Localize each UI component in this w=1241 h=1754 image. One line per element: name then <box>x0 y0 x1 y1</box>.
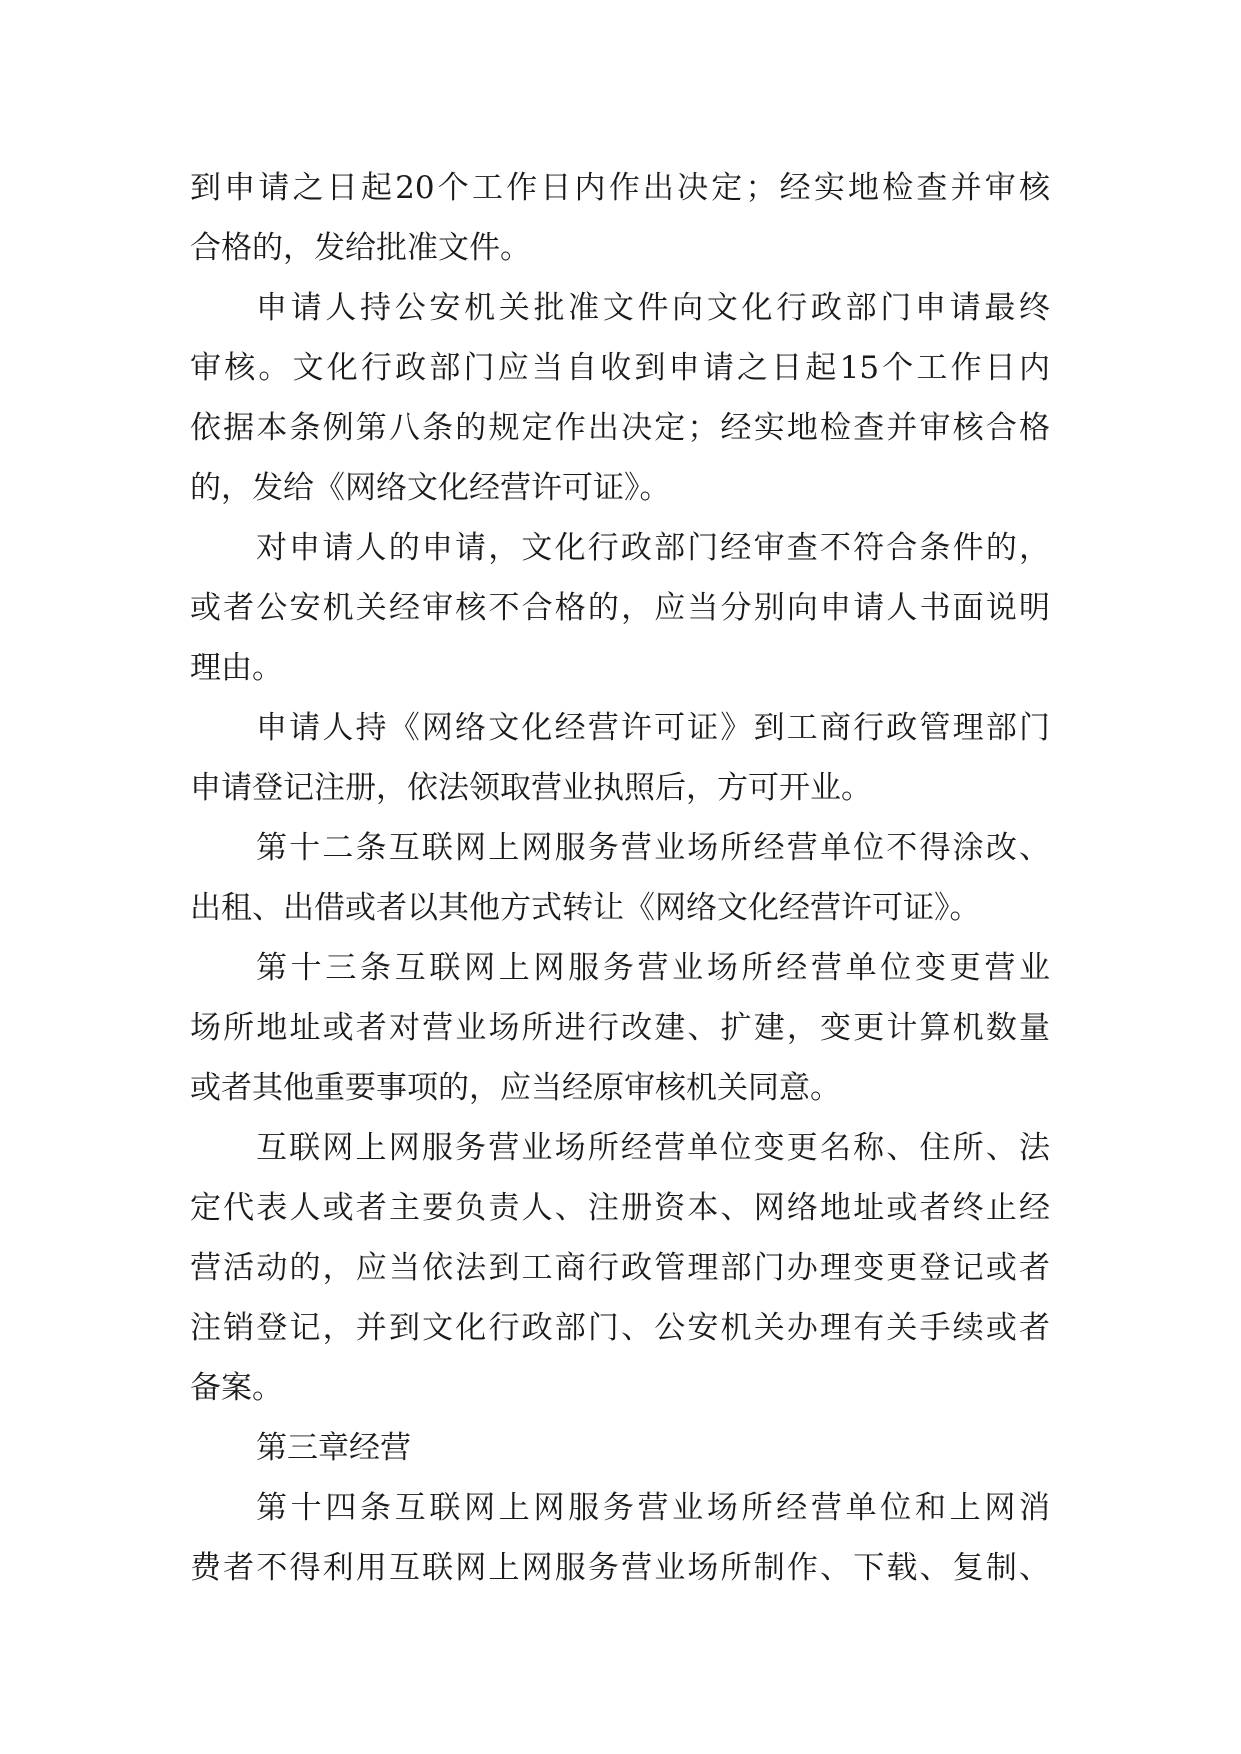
text-line: 注销登记，并到文化行政部门、公安机关办理有关手续或者 <box>190 1310 1050 1346</box>
text-line: 出租、出借或者以其他方式转让《网络文化经营许可证》。 <box>190 890 981 926</box>
document-body <box>190 158 1050 1598</box>
text-line: 第十二条互联网上网服务营业场所经营单位不得涂改、 <box>256 830 1050 866</box>
text-line: 依据本条例第八条的规定作出决定；经实地检查并审核合格 <box>190 410 1050 446</box>
text-line: 申请人持公安机关批准文件向文化行政部门申请最终 <box>256 290 1050 326</box>
text-line: 对申请人的申请，文化行政部门经审查不符合条件的， <box>256 530 1050 566</box>
text-line: 合格的，发给批准文件。 <box>190 230 531 266</box>
text-line: 场所地址或者对营业场所进行改建、扩建，变更计算机数量 <box>190 1010 1050 1046</box>
text-line: 或者其他重要事项的，应当经原审核机关同意。 <box>190 1070 841 1106</box>
chapter-heading: 第三章经营 <box>256 1430 411 1466</box>
text-line: 互联网上网服务营业场所经营单位变更名称、住所、法 <box>256 1130 1050 1166</box>
text-line: 第十三条互联网上网服务营业场所经营单位变更营业 <box>256 950 1050 986</box>
text-line: 申请人持《网络文化经营许可证》到工商行政管理部门 <box>256 710 1050 746</box>
text-line: 审核。文化行政部门应当自收到申请之日起15个工作日内 <box>190 350 1050 386</box>
text-line: 定代表人或者主要负责人、注册资本、网络地址或者终止经 <box>190 1190 1050 1226</box>
text-line: 或者公安机关经审核不合格的，应当分别向申请人书面说明 <box>190 590 1050 626</box>
text-line: 费者不得利用互联网上网服务营业场所制作、下载、复制、 <box>190 1550 1050 1586</box>
text-line: 到申请之日起20个工作日内作出决定；经实地检查并审核 <box>190 170 1050 206</box>
text-line: 备案。 <box>190 1370 283 1406</box>
text-line: 理由。 <box>190 650 283 686</box>
text-line: 第十四条互联网上网服务营业场所经营单位和上网消 <box>256 1490 1050 1526</box>
text-line: 的，发给《网络文化经营许可证》。 <box>190 470 671 506</box>
text-line: 营活动的，应当依法到工商行政管理部门办理变更登记或者 <box>190 1250 1050 1286</box>
text-line: 申请登记注册，依法领取营业执照后，方可开业。 <box>190 770 872 806</box>
